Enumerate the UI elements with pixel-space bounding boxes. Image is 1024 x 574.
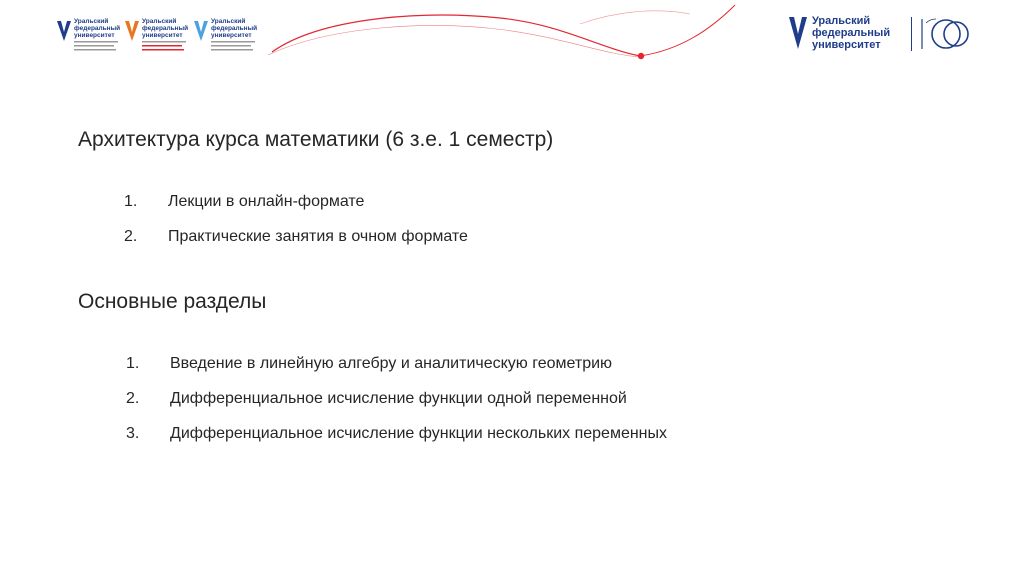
sections-heading: Основные разделы [78,290,267,313]
list-item-number: 1. [124,193,138,210]
list-item-text: Дифференциальное исчисление функции одной переменной [170,390,627,407]
list-item-number: 2. [124,228,138,245]
ural-u-icon [56,20,72,42]
partner-logo-tagline-lines [211,40,259,56]
list-item-number: 1. [126,355,140,372]
partner-logo-name: Уральский федеральный университет [211,18,258,39]
partner-logo-tagline-lines [142,40,190,56]
ural-u-icon [124,20,140,42]
list-item-text: Введение в линейную алгебру и аналитическую геометрию [170,355,613,372]
list-item-number: 3. [126,425,140,442]
partner-logo-tagline-lines [74,40,122,56]
swoosh-dot [638,53,644,59]
partner-logo-2 [124,18,190,58]
ural-u-icon [193,20,209,42]
university-logo-name: Уральский федеральный университет [812,15,891,51]
list-item-text: Дифференциальное исчисление функции нескольких переменных [170,425,668,442]
logo-divider [911,17,912,51]
slide-title: Архитектура курса математики (6 з.е. 1 семестр) [78,128,554,151]
list-item-number: 2. [126,390,140,407]
university-logo [788,15,978,57]
partner-logo-name: Уральский федеральный университет [142,18,189,39]
partner-logo-3 [193,18,259,58]
seal-icon [916,15,972,53]
list-item-text: Лекции в онлайн-формате [168,193,365,210]
partner-logo-1 [56,18,122,58]
partner-logo-name: Уральский федеральный университет [74,18,121,39]
list-item-text: Практические занятия в очном формате [168,228,468,245]
ural-u-icon [788,16,808,50]
